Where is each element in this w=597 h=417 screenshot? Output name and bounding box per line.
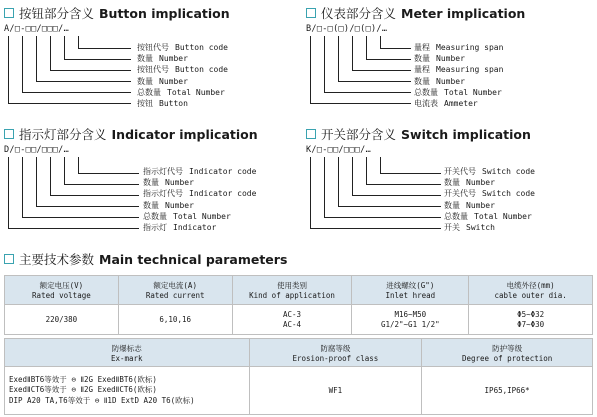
- legend-item: 按钮代号 Button code: [137, 43, 228, 52]
- legend-item: 数量 Number: [137, 54, 188, 64]
- erosion-class-cell: WF1: [249, 367, 422, 415]
- legend-item: 量程 Measuring span: [414, 43, 504, 52]
- section-title-meter: 仪表部分含义 Meter implication: [306, 4, 525, 22]
- legend-item: 按钮 Button: [137, 99, 188, 109]
- square-bullet-icon: [4, 254, 14, 264]
- ex-mark-line: ExedⅡBT6等效于 ⊖ Ⅱ2G ExedⅡBT6(欧标): [9, 374, 157, 384]
- header-cell: 使用类别 Kind of application: [232, 276, 352, 305]
- ex-mark-line: DIP A20 TA,T6等效于 ⊖ Ⅱ1D ExtD A20 T6(欧标): [9, 395, 195, 405]
- legend-item: 量程 Measuring span: [414, 65, 504, 75]
- table-row: [5, 305, 593, 335]
- legend-item: 数量 Number: [137, 76, 188, 86]
- section-title-main-params: 主要技术参数 Main technical parameters: [4, 250, 287, 268]
- legend-indicator: [143, 166, 256, 233]
- legend-item: 数量 Number: [444, 178, 495, 188]
- header-cell: 防护等级 Degree of protection: [422, 339, 593, 367]
- code-string-switch: K/□-□□/□□□/…: [306, 145, 372, 155]
- protection-table: [4, 338, 593, 415]
- legend-item: 数量 Number: [143, 178, 194, 188]
- legend-item: 数量 Number: [444, 200, 495, 210]
- code-string-button: A/□-□□/□□□/…: [4, 24, 70, 34]
- table-cell: 220/380: [5, 305, 119, 335]
- table-cell: Φ5~Φ32 Φ7~Φ30: [469, 305, 593, 335]
- section-title-indicator: 指示灯部分含义 Indicator implication: [4, 125, 258, 143]
- square-bullet-icon: [4, 129, 14, 139]
- header-cell: 进线螺纹(G") Inlet hread: [352, 276, 469, 305]
- table-header-row: [5, 339, 593, 367]
- legend-switch: [444, 166, 535, 233]
- legend-item: 指示灯代号 Indicator code: [143, 167, 257, 176]
- table-cell: 6,10,16: [118, 305, 232, 335]
- code-string-indicator: D/□-□□/□□□/…: [4, 145, 70, 155]
- section-title-switch: 开关部分含义 Switch implication: [306, 125, 531, 143]
- table-header-row: [5, 276, 593, 305]
- legend-item: 开关 Switch: [444, 223, 495, 233]
- legend-item: 开关代号 Switch code: [444, 167, 535, 176]
- protection-degree-cell: IP65,IP66*: [422, 367, 593, 415]
- header-cell: 防爆标志 Ex-mark: [5, 339, 250, 367]
- square-bullet-icon: [306, 8, 316, 18]
- header-cell: 额定电压(V) Rated voltage: [5, 276, 119, 305]
- legend-button: [137, 42, 228, 109]
- legend-item: 数量 Number: [414, 54, 465, 64]
- header-cell: 额定电流(A) Rated current: [118, 276, 232, 305]
- legend-item: 开关代号 Switch code: [444, 189, 535, 199]
- code-string-meter: B/□-□(□)/□(□)/…: [306, 24, 388, 34]
- legend-item: 指示灯代号 Indicator code: [143, 189, 257, 199]
- table-cell: AC-3 AC-4: [232, 305, 352, 335]
- legend-item: 数量 Number: [414, 76, 465, 86]
- legend-item: 数量 Number: [143, 200, 194, 210]
- table-cell: M16~M50 G1/2"~G1 1/2": [352, 305, 469, 335]
- legend-item: 指示灯 Indicator: [143, 223, 217, 233]
- legend-meter: [414, 42, 503, 109]
- legend-item: 电流表 Ammeter: [414, 99, 478, 109]
- table-row: [5, 367, 593, 415]
- legend-item: 总数量 Total Number: [444, 211, 532, 221]
- ex-mark-cell: [5, 367, 250, 415]
- legend-item: 总数量 Total Number: [143, 211, 231, 221]
- legend-item: 按钮代号 Button code: [137, 65, 228, 75]
- parameters-table: [4, 275, 593, 335]
- legend-item: 总数量 Total Number: [414, 87, 502, 97]
- legend-item: 总数量 Total Number: [137, 87, 225, 97]
- header-cell: 防腐等级 Erosion-proof class: [249, 339, 422, 367]
- square-bullet-icon: [4, 8, 14, 18]
- section-title-button: 按钮部分含义 Button implication: [4, 4, 230, 22]
- ex-mark-line: ExedⅡCT6等效于 ⊖ Ⅱ2G ExedⅡCT6(欧标): [9, 385, 157, 395]
- header-cell: 电缆外径(mm) cable outer dia.: [469, 276, 593, 305]
- square-bullet-icon: [306, 129, 316, 139]
